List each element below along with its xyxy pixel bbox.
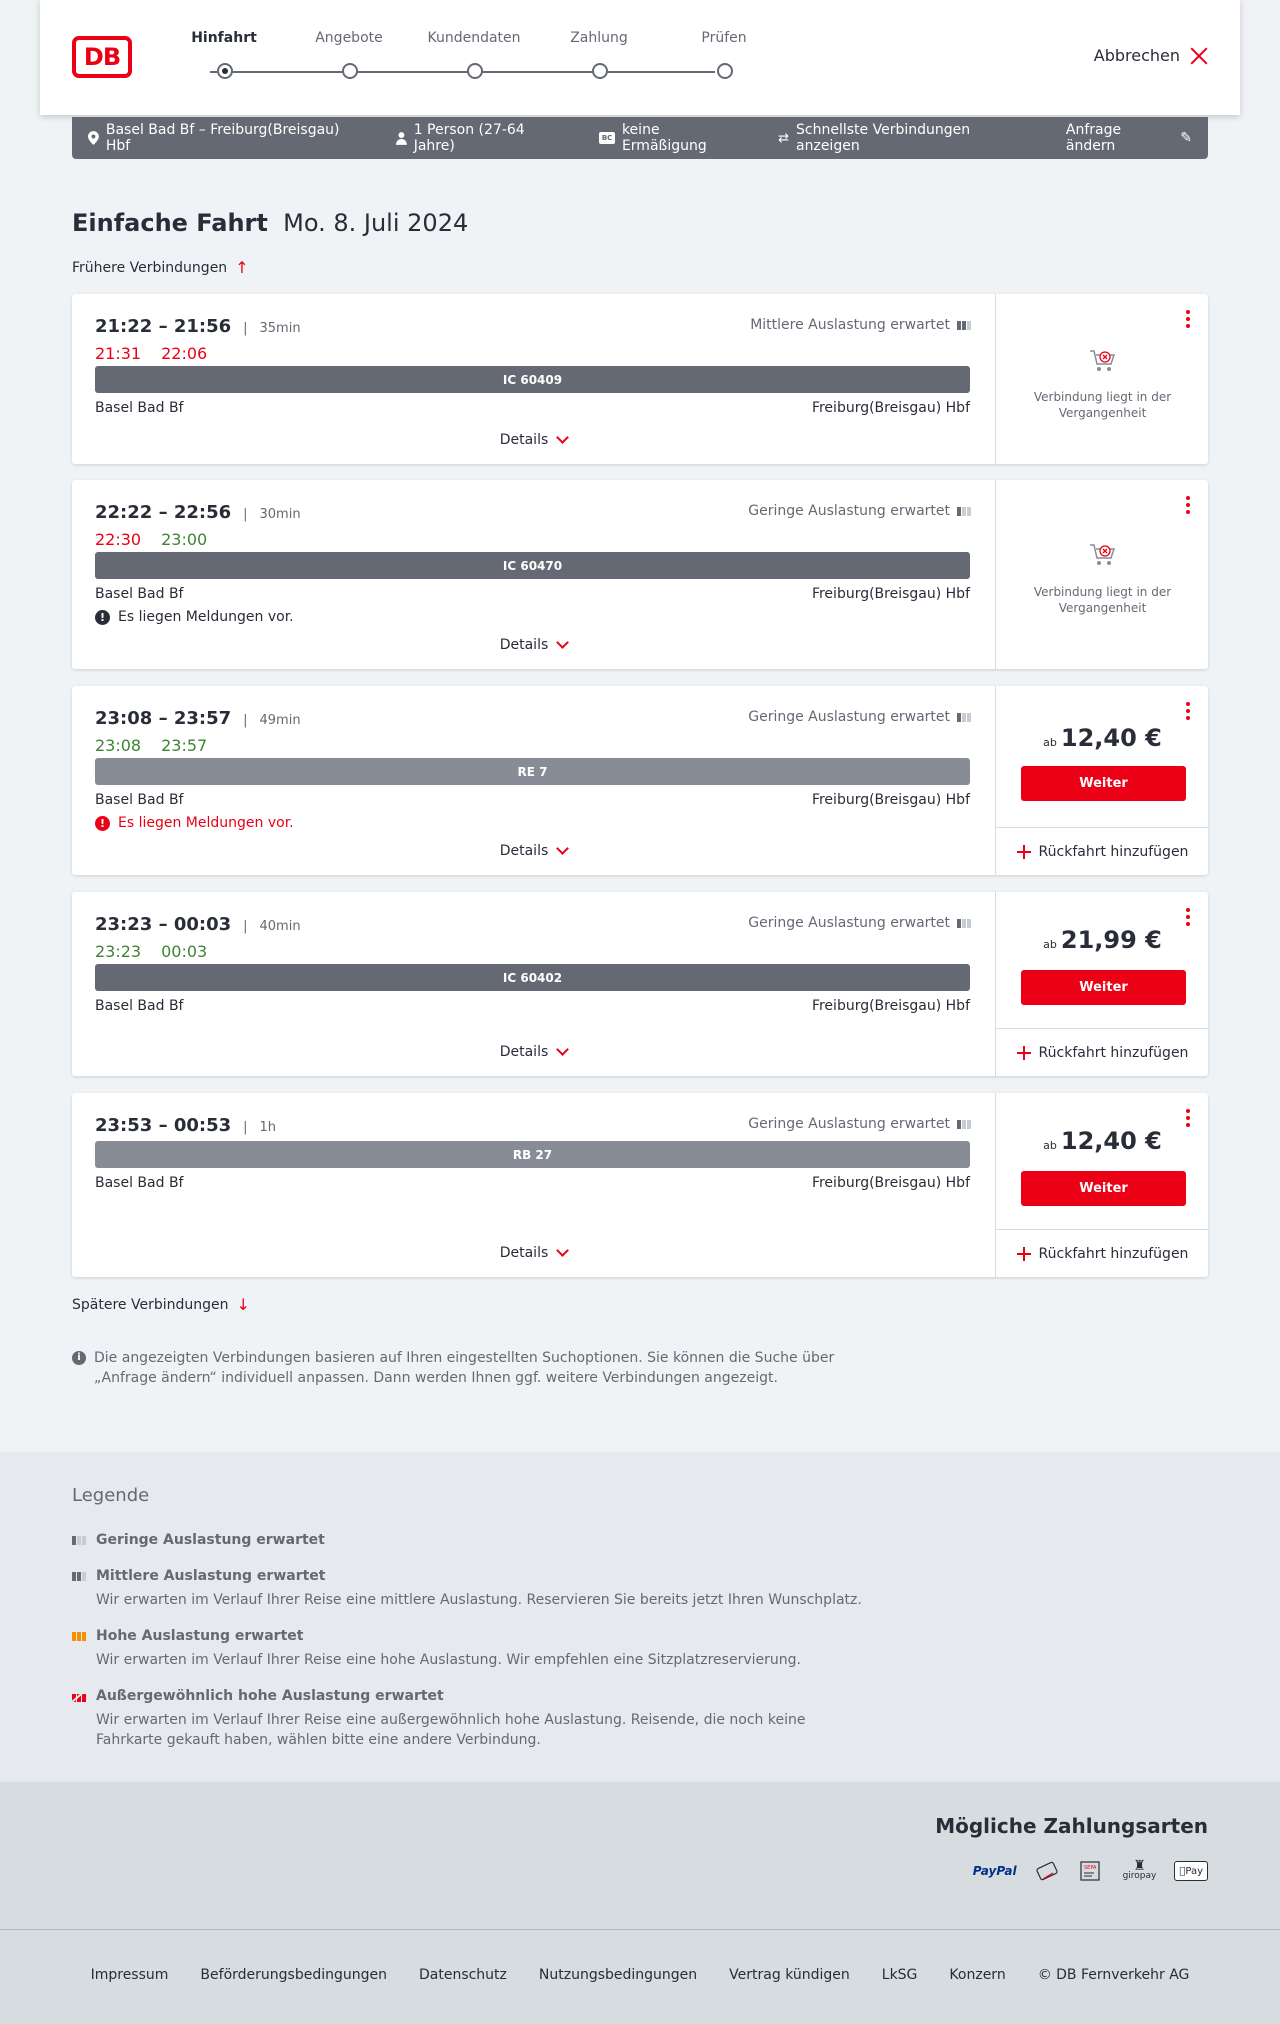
more-options-icon[interactable] [1186, 1109, 1190, 1127]
connection-times [95, 316, 301, 337]
train-bar[interactable]: RB 27 [95, 1141, 970, 1168]
footer-link-datenschutz[interactable]: Datenschutz [418, 1967, 507, 1983]
payment-icons [973, 1858, 1208, 1884]
legend-label: Hohe Auslastung erwartet [96, 1628, 304, 1644]
price-value: 12,40 € [1060, 1127, 1162, 1155]
arrow-down-icon: ↓ [236, 1295, 250, 1314]
pencil-icon: ✎ [1180, 130, 1192, 146]
chevron-down-icon [556, 842, 569, 855]
price [996, 926, 1209, 954]
footer-link-konzern[interactable]: Konzern [949, 1967, 1006, 1983]
details-toggle[interactable] [72, 637, 995, 653]
chevron-down-icon [556, 636, 569, 649]
details-toggle[interactable] [72, 843, 995, 859]
message-notice[interactable] [95, 609, 294, 625]
destination-station: Freiburg(Breisgau) Hbf [811, 792, 970, 808]
realtime-arrival: 22:06 [161, 344, 208, 363]
price-prefix: ab [1043, 1139, 1057, 1152]
connection-info [72, 294, 995, 464]
more-options-icon[interactable] [1186, 496, 1190, 514]
cancel-button[interactable] [1094, 46, 1208, 65]
time-range: 23:23 – 00:03 [95, 914, 232, 935]
occupancy-indicator [748, 1116, 971, 1132]
connection-info [72, 686, 995, 875]
past-connection-text: Verbindung liegt in der Vergangenheit [1033, 585, 1172, 615]
legend-item-high [72, 1628, 872, 1670]
connection-info [72, 480, 995, 669]
offer-panel [995, 892, 1208, 1076]
alert-icon: ! [95, 816, 110, 831]
legend-title: Legende [72, 1485, 150, 1506]
footer-link-vertrag-kuendigen[interactable]: Vertrag kündigen [729, 1967, 850, 1983]
origin-station: Basel Bad Bf [95, 400, 184, 416]
occupancy-icon [957, 507, 971, 516]
step-label: Zahlung [570, 30, 628, 46]
train-bar[interactable]: IC 60402 [95, 964, 970, 991]
origin-station: Basel Bad Bf [95, 998, 184, 1014]
time-range: 23:08 – 23:57 [95, 708, 232, 729]
add-return-button[interactable] [996, 1229, 1209, 1277]
info-text: Die angezeigten Verbindungen basieren auf Ihren eingestellten Suchoptionen. Sie können die Suche über „Anfrage ändern“ individuell anpassen. Dann werden Ihnen ggf. weitere Verbindungen angezeigt. [94, 1350, 835, 1386]
details-label: Details [499, 1245, 549, 1261]
connection-times [95, 502, 301, 523]
footer-link-nutzungsbedingungen[interactable]: Nutzungsbedingungen [538, 1967, 698, 1983]
realtime-departure: 22:30 [95, 530, 142, 549]
message-notice[interactable] [95, 815, 294, 831]
realtime-times [95, 942, 207, 961]
payment-title: Mögliche Zahlungsarten [935, 1814, 1208, 1838]
chevron-down-icon [556, 431, 569, 444]
high-occupancy-icon [72, 1632, 87, 1641]
step-dot [467, 63, 483, 79]
continue-button[interactable]: Weiter [1021, 766, 1186, 801]
earlier-label: Frühere Verbindungen [72, 259, 228, 276]
realtime-arrival: 23:57 [161, 736, 208, 755]
legend-description: Wir erwarten im Verlauf Ihrer Reise eine mittlere Auslastung. Reservieren Sie bereits jetzt Ihren Wunschplatz. [96, 1592, 862, 1608]
footer-links [0, 1967, 1280, 1983]
cart-unavailable-icon [1088, 348, 1118, 374]
bahncard-icon: BC [599, 132, 615, 144]
add-return-label: Rückfahrt hinzufügen [1038, 843, 1189, 860]
step-label: Kundendaten [427, 30, 521, 46]
occupancy-indicator [750, 317, 971, 333]
fastest-text: Schnellste Verbindungen anzeigen [796, 122, 971, 154]
chevron-down-icon [556, 1043, 569, 1056]
continue-button[interactable]: Weiter [1021, 970, 1186, 1005]
footer-link-lksg[interactable]: LkSG [881, 1967, 918, 1983]
legend-description: Wir erwarten im Verlauf Ihrer Reise eine hohe Auslastung. Wir empfehlen eine Sitzplatzreservierung. [96, 1652, 801, 1668]
step-label: Angebote [315, 30, 383, 46]
origin-station: Basel Bad Bf [95, 792, 184, 808]
occupancy-indicator [748, 915, 971, 931]
offer-panel [995, 480, 1208, 669]
svg-text:SEPA: SEPA [1083, 1865, 1097, 1871]
train-bar[interactable]: IC 60470 [95, 552, 970, 579]
duration: | 1h [243, 1120, 276, 1135]
close-icon [1190, 47, 1208, 65]
legend-label: Geringe Auslastung erwartet [96, 1532, 325, 1548]
discount-info [599, 122, 747, 154]
realtime-departure: 23:08 [95, 736, 142, 755]
time-range: 21:22 – 21:56 [95, 316, 232, 337]
details-label: Details [499, 1044, 549, 1060]
offer-panel [995, 1093, 1208, 1277]
continue-button[interactable]: Weiter [1021, 1171, 1186, 1206]
progress-steps [150, 30, 770, 90]
later-label: Spätere Verbindungen [72, 1296, 229, 1313]
occupancy-text: Mittlere Auslastung erwartet [750, 317, 950, 333]
route-text: Basel Bad Bf – Freiburg(Breisgau) Hbf [105, 122, 340, 154]
past-connection-text: Verbindung liegt in der Vergangenheit [1033, 390, 1172, 420]
swap-arrows-icon: ⇄ [778, 130, 790, 146]
occupancy-text: Geringe Auslastung erwartet [748, 1116, 950, 1132]
more-options-icon[interactable] [1186, 702, 1190, 720]
trip-type: Einfache Fahrt [72, 209, 268, 237]
duration: | 30min [243, 507, 300, 522]
price [996, 1127, 1209, 1155]
chevron-down-icon [556, 1244, 569, 1257]
exceptional-occupancy-icon [72, 1690, 87, 1702]
step-dot [342, 63, 358, 79]
realtime-times [95, 344, 207, 363]
occupancy-icon [957, 1120, 971, 1129]
offer-panel [995, 294, 1208, 464]
sepa-icon [1079, 1858, 1105, 1884]
passenger-text: 1 Person (27-64 Jahre) [413, 122, 525, 154]
legend-item-medium [72, 1568, 872, 1610]
occupancy-icon [957, 919, 971, 928]
earlier-connections-link[interactable] [72, 258, 249, 277]
train-bar[interactable]: IC 60409 [95, 366, 970, 393]
details-toggle[interactable] [72, 1044, 995, 1060]
step-pruefen [649, 30, 799, 46]
progress-line [210, 71, 715, 73]
footer-copyright: © DB Fernverkehr AG [1037, 1967, 1190, 1983]
origin-station: Basel Bad Bf [95, 586, 184, 602]
more-options-icon[interactable] [1186, 310, 1190, 328]
change-request-button[interactable] [1066, 122, 1192, 154]
price-prefix: ab [1043, 938, 1057, 951]
occupancy-indicator [748, 709, 971, 725]
arrow-up-icon: ↑ [235, 258, 249, 277]
step-label: Hinfahrt [191, 30, 257, 46]
discount-text: keine Ermäßigung [621, 122, 707, 154]
step-dot [217, 63, 233, 79]
later-connections-link[interactable] [72, 1295, 250, 1314]
add-return-button[interactable] [996, 1028, 1209, 1076]
header [40, 0, 1240, 115]
price-prefix: ab [1043, 736, 1057, 749]
occupancy-indicator [748, 503, 971, 519]
train-bar[interactable]: RE 7 [95, 758, 970, 785]
person-icon [396, 132, 407, 145]
low-occupancy-icon [72, 1536, 87, 1545]
plus-icon [1017, 845, 1031, 859]
destination-station: Freiburg(Breisgau) Hbf [811, 1175, 970, 1191]
payment-methods-section [0, 1782, 1280, 1929]
search-info-note [72, 1348, 862, 1388]
connection-card[interactable] [72, 892, 1208, 1076]
add-return-label: Rückfahrt hinzufügen [1038, 1245, 1189, 1262]
duration: | 35min [243, 321, 300, 336]
details-label: Details [499, 432, 549, 448]
details-toggle[interactable] [72, 1245, 995, 1261]
legend-item-low [72, 1532, 872, 1548]
passenger-info [396, 122, 568, 154]
connection-times [95, 708, 301, 729]
route-info [88, 122, 365, 154]
change-request-label: Anfrage ändern [1065, 122, 1122, 154]
trip-date: Mo. 8. Juli 2024 [283, 209, 469, 237]
realtime-departure: 23:23 [95, 942, 142, 961]
legend-description: Wir erwarten im Verlauf Ihrer Reise eine außergewöhnlich hohe Auslastung. Reisende, die noch keine Fahrkarte gekauft haben, wählen bitte eine andere Verbindung. [96, 1712, 806, 1748]
step-dot [592, 63, 608, 79]
connection-card[interactable] [72, 294, 1208, 464]
footer [0, 1929, 1280, 2024]
duration: | 40min [243, 919, 300, 934]
db-logo[interactable]: DB [72, 36, 132, 78]
realtime-departure: 21:31 [95, 344, 142, 363]
cart-unavailable-icon [1088, 542, 1118, 568]
fastest-info [778, 122, 1035, 154]
connection-card[interactable] [72, 686, 1208, 875]
add-return-label: Rückfahrt hinzufügen [1038, 1044, 1189, 1061]
connection-info [72, 1093, 995, 1277]
price [996, 724, 1209, 752]
legend-label: Außergewöhnlich hohe Auslastung erwartet [96, 1688, 444, 1704]
alert-icon: ! [95, 610, 110, 625]
location-pin-icon [88, 131, 99, 145]
step-label: Prüfen [701, 30, 747, 46]
price-value: 12,40 € [1060, 724, 1162, 752]
occupancy-text: Geringe Auslastung erwartet [748, 915, 950, 931]
paypal-icon: PayPal [972, 1864, 1017, 1878]
legend-label: Mittlere Auslastung erwartet [96, 1568, 326, 1584]
connection-times [95, 914, 301, 935]
destination-station: Freiburg(Breisgau) Hbf [811, 586, 970, 602]
realtime-times [95, 530, 207, 549]
message-text: Es liegen Meldungen vor. [118, 609, 294, 625]
time-range: 23:53 – 00:53 [95, 1115, 232, 1136]
destination-station: Freiburg(Breisgau) Hbf [811, 400, 970, 416]
occupancy-icon [957, 713, 971, 722]
apple-pay-icon: Pay [1174, 1861, 1208, 1881]
time-range: 22:22 – 22:56 [95, 502, 232, 523]
realtime-arrival: 00:03 [161, 942, 208, 961]
occupancy-icon [957, 321, 971, 330]
info-icon: i [72, 1351, 86, 1365]
legend-section [0, 1452, 1280, 1782]
destination-station: Freiburg(Breisgau) Hbf [811, 998, 970, 1014]
add-return-button[interactable] [996, 827, 1209, 875]
connection-card[interactable] [72, 480, 1208, 669]
page-title [72, 209, 468, 237]
legend-item-exceptional [72, 1688, 872, 1750]
credit-card-icon [1035, 1858, 1061, 1884]
more-options-icon[interactable] [1186, 908, 1190, 926]
cancel-label: Abbrechen [1093, 46, 1180, 65]
occupancy-text: Geringe Auslastung erwartet [748, 709, 950, 725]
connection-times [95, 1115, 276, 1136]
giropay-icon: ♜ giropay [1122, 1858, 1157, 1881]
details-toggle[interactable] [72, 432, 995, 448]
details-label: Details [499, 843, 549, 859]
connection-card[interactable] [72, 1093, 1208, 1277]
step-dot [717, 63, 733, 79]
duration: | 49min [243, 713, 300, 728]
origin-station: Basel Bad Bf [95, 1175, 184, 1191]
footer-link-befoerderungsbedingungen[interactable]: Beförderungsbedingungen [200, 1967, 387, 1983]
occupancy-text: Geringe Auslastung erwartet [748, 503, 950, 519]
plus-icon [1017, 1046, 1031, 1060]
offer-panel [995, 686, 1208, 875]
plus-icon [1017, 1247, 1031, 1261]
footer-link-impressum[interactable]: Impressum [90, 1967, 169, 1983]
connection-info [72, 892, 995, 1076]
realtime-arrival: 23:00 [161, 530, 208, 549]
search-summary-bar [72, 117, 1208, 159]
details-label: Details [499, 637, 549, 653]
medium-occupancy-icon [72, 1572, 87, 1581]
message-text: Es liegen Meldungen vor. [118, 815, 294, 831]
price-value: 21,99 € [1060, 926, 1162, 954]
realtime-times [95, 736, 207, 755]
